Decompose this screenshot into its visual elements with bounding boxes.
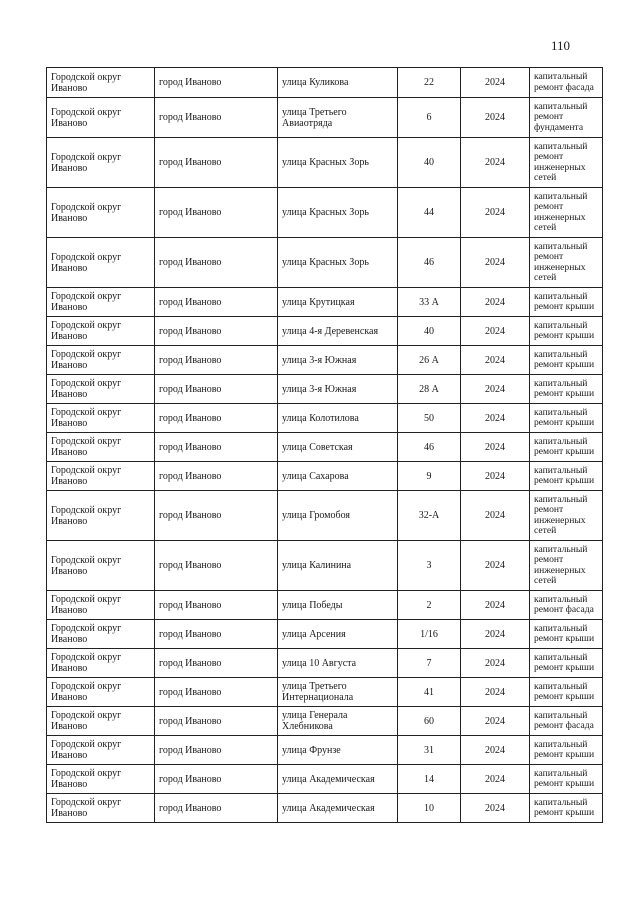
cell-okrug: Городской округ Иваново — [47, 404, 155, 433]
cell-okrug: Городской округ Иваново — [47, 238, 155, 288]
cell-year: 2024 — [461, 794, 530, 823]
cell-gorod: город Иваново — [155, 68, 278, 98]
cell-ulitsa: улица Третьего Интернационала — [278, 678, 398, 707]
cell-gorod: город Иваново — [155, 591, 278, 620]
cell-gorod: город Иваново — [155, 620, 278, 649]
table-row — [47, 462, 603, 491]
cell-house-number: 40 — [398, 317, 461, 346]
page-number: 110 — [550, 38, 570, 53]
cell-gorod: город Иваново — [155, 707, 278, 736]
cell-ulitsa: улица 3-я Южная — [278, 346, 398, 375]
cell-house-number: 50 — [398, 404, 461, 433]
cell-year: 2024 — [461, 765, 530, 794]
cell-okrug: Городской округ Иваново — [47, 736, 155, 765]
cell-gorod: город Иваново — [155, 765, 278, 794]
cell-okrug: Городской округ Иваново — [47, 541, 155, 591]
cell-year: 2024 — [461, 188, 530, 238]
cell-year: 2024 — [461, 707, 530, 736]
cell-gorod: город Иваново — [155, 491, 278, 541]
repair-register-table — [46, 67, 603, 823]
cell-gorod: город Иваново — [155, 138, 278, 188]
cell-okrug: Городской округ Иваново — [47, 98, 155, 138]
table-row — [47, 591, 603, 620]
cell-gorod: город Иваново — [155, 288, 278, 317]
cell-gorod: город Иваново — [155, 794, 278, 823]
cell-year: 2024 — [461, 238, 530, 288]
cell-ulitsa: улица Калинина — [278, 541, 398, 591]
table-row — [47, 620, 603, 649]
cell-ulitsa: улица Победы — [278, 591, 398, 620]
cell-work-type: капитальный ремонт крыши — [530, 404, 603, 433]
cell-work-type: капитальный ремонт крыши — [530, 765, 603, 794]
cell-okrug: Городской округ Иваново — [47, 491, 155, 541]
cell-house-number: 2 — [398, 591, 461, 620]
cell-okrug: Городской округ Иваново — [47, 188, 155, 238]
cell-okrug: Городской округ Иваново — [47, 620, 155, 649]
cell-year: 2024 — [461, 462, 530, 491]
cell-year: 2024 — [461, 591, 530, 620]
cell-year: 2024 — [461, 620, 530, 649]
cell-gorod: город Иваново — [155, 98, 278, 138]
cell-ulitsa: улица Крутицкая — [278, 288, 398, 317]
cell-house-number: 14 — [398, 765, 461, 794]
cell-okrug: Городской округ Иваново — [47, 707, 155, 736]
cell-work-type: капитальный ремонт фасада — [530, 591, 603, 620]
cell-year: 2024 — [461, 317, 530, 346]
cell-work-type: капитальный ремонт фундамента — [530, 98, 603, 138]
cell-year: 2024 — [461, 138, 530, 188]
cell-work-type: капитальный ремонт крыши — [530, 620, 603, 649]
cell-ulitsa: улица Третьего Авиаотряда — [278, 98, 398, 138]
cell-house-number: 1/16 — [398, 620, 461, 649]
cell-year: 2024 — [461, 491, 530, 541]
cell-work-type: капитальный ремонт инженерных сетей — [530, 238, 603, 288]
cell-work-type: капитальный ремонт крыши — [530, 433, 603, 462]
cell-work-type: капитальный ремонт инженерных сетей — [530, 188, 603, 238]
cell-year: 2024 — [461, 433, 530, 462]
table-row — [47, 375, 603, 404]
cell-year: 2024 — [461, 288, 530, 317]
table-row — [47, 288, 603, 317]
cell-house-number: 46 — [398, 238, 461, 288]
cell-okrug: Городской округ Иваново — [47, 462, 155, 491]
table-row — [47, 317, 603, 346]
cell-work-type: капитальный ремонт крыши — [530, 736, 603, 765]
cell-gorod: город Иваново — [155, 433, 278, 462]
cell-okrug: Городской округ Иваново — [47, 317, 155, 346]
cell-year: 2024 — [461, 404, 530, 433]
cell-work-type: капитальный ремонт инженерных сетей — [530, 541, 603, 591]
cell-house-number: 6 — [398, 98, 461, 138]
table-row — [47, 707, 603, 736]
cell-okrug: Городской округ Иваново — [47, 346, 155, 375]
cell-house-number: 28 А — [398, 375, 461, 404]
cell-house-number: 9 — [398, 462, 461, 491]
cell-ulitsa: улица Арсения — [278, 620, 398, 649]
cell-work-type: капитальный ремонт крыши — [530, 288, 603, 317]
cell-gorod: город Иваново — [155, 678, 278, 707]
cell-house-number: 44 — [398, 188, 461, 238]
cell-gorod: город Иваново — [155, 541, 278, 591]
cell-work-type: капитальный ремонт крыши — [530, 375, 603, 404]
table-row — [47, 138, 603, 188]
cell-gorod: город Иваново — [155, 649, 278, 678]
cell-house-number: 22 — [398, 68, 461, 98]
table-row — [47, 433, 603, 462]
cell-gorod: город Иваново — [155, 317, 278, 346]
cell-ulitsa: улица Советская — [278, 433, 398, 462]
cell-year: 2024 — [461, 98, 530, 138]
cell-year: 2024 — [461, 346, 530, 375]
table-row — [47, 678, 603, 707]
cell-house-number: 40 — [398, 138, 461, 188]
cell-ulitsa: улица Куликова — [278, 68, 398, 98]
cell-ulitsa: улица Академическая — [278, 794, 398, 823]
cell-work-type: капитальный ремонт крыши — [530, 346, 603, 375]
cell-okrug: Городской округ Иваново — [47, 375, 155, 404]
cell-ulitsa: улица Генерала Хлебникова — [278, 707, 398, 736]
cell-work-type: капитальный ремонт крыши — [530, 678, 603, 707]
table-row — [47, 649, 603, 678]
cell-ulitsa: улица Академическая — [278, 765, 398, 794]
cell-okrug: Городской округ Иваново — [47, 591, 155, 620]
cell-work-type: капитальный ремонт крыши — [530, 649, 603, 678]
cell-ulitsa: улица Красных Зорь — [278, 238, 398, 288]
cell-house-number: 31 — [398, 736, 461, 765]
table-row — [47, 238, 603, 288]
cell-work-type: капитальный ремонт инженерных сетей — [530, 491, 603, 541]
cell-ulitsa: улица 4-я Деревенская — [278, 317, 398, 346]
table-row — [47, 765, 603, 794]
cell-year: 2024 — [461, 68, 530, 98]
table-row — [47, 404, 603, 433]
cell-okrug: Городской округ Иваново — [47, 649, 155, 678]
cell-work-type: капитальный ремонт фасада — [530, 68, 603, 98]
table-body — [47, 68, 603, 823]
cell-okrug: Городской округ Иваново — [47, 138, 155, 188]
cell-ulitsa: улица Сахарова — [278, 462, 398, 491]
cell-work-type: капитальный ремонт крыши — [530, 794, 603, 823]
cell-okrug: Городской округ Иваново — [47, 68, 155, 98]
cell-house-number: 7 — [398, 649, 461, 678]
cell-okrug: Городской округ Иваново — [47, 794, 155, 823]
table-row — [47, 541, 603, 591]
cell-gorod: город Иваново — [155, 736, 278, 765]
cell-gorod: город Иваново — [155, 346, 278, 375]
cell-gorod: город Иваново — [155, 462, 278, 491]
cell-year: 2024 — [461, 375, 530, 404]
cell-house-number: 26 А — [398, 346, 461, 375]
cell-ulitsa: улица Колотилова — [278, 404, 398, 433]
table-row — [47, 188, 603, 238]
cell-work-type: капитальный ремонт инженерных сетей — [530, 138, 603, 188]
cell-year: 2024 — [461, 678, 530, 707]
cell-gorod: город Иваново — [155, 404, 278, 433]
cell-house-number: 33 А — [398, 288, 461, 317]
cell-house-number: 3 — [398, 541, 461, 591]
cell-ulitsa: улица Красных Зорь — [278, 188, 398, 238]
cell-gorod: город Иваново — [155, 238, 278, 288]
cell-house-number: 32-А — [398, 491, 461, 541]
cell-okrug: Городской округ Иваново — [47, 288, 155, 317]
cell-ulitsa: улица Фрунзе — [278, 736, 398, 765]
cell-ulitsa: улица Красных Зорь — [278, 138, 398, 188]
cell-gorod: город Иваново — [155, 375, 278, 404]
table-row — [47, 346, 603, 375]
cell-house-number: 10 — [398, 794, 461, 823]
cell-house-number: 46 — [398, 433, 461, 462]
table-row — [47, 491, 603, 541]
cell-okrug: Городской округ Иваново — [47, 765, 155, 794]
cell-ulitsa: улица 10 Августа — [278, 649, 398, 678]
cell-work-type: капитальный ремонт фасада — [530, 707, 603, 736]
cell-work-type: капитальный ремонт крыши — [530, 462, 603, 491]
table-row — [47, 736, 603, 765]
cell-house-number: 60 — [398, 707, 461, 736]
cell-year: 2024 — [461, 649, 530, 678]
table-row — [47, 794, 603, 823]
cell-house-number: 41 — [398, 678, 461, 707]
cell-gorod: город Иваново — [155, 188, 278, 238]
cell-ulitsa: улица Громобоя — [278, 491, 398, 541]
cell-year: 2024 — [461, 541, 530, 591]
cell-ulitsa: улица 3-я Южная — [278, 375, 398, 404]
cell-okrug: Городской округ Иваново — [47, 678, 155, 707]
table-row — [47, 68, 603, 98]
cell-okrug: Городской округ Иваново — [47, 433, 155, 462]
cell-year: 2024 — [461, 736, 530, 765]
cell-work-type: капитальный ремонт крыши — [530, 317, 603, 346]
table-row — [47, 98, 603, 138]
